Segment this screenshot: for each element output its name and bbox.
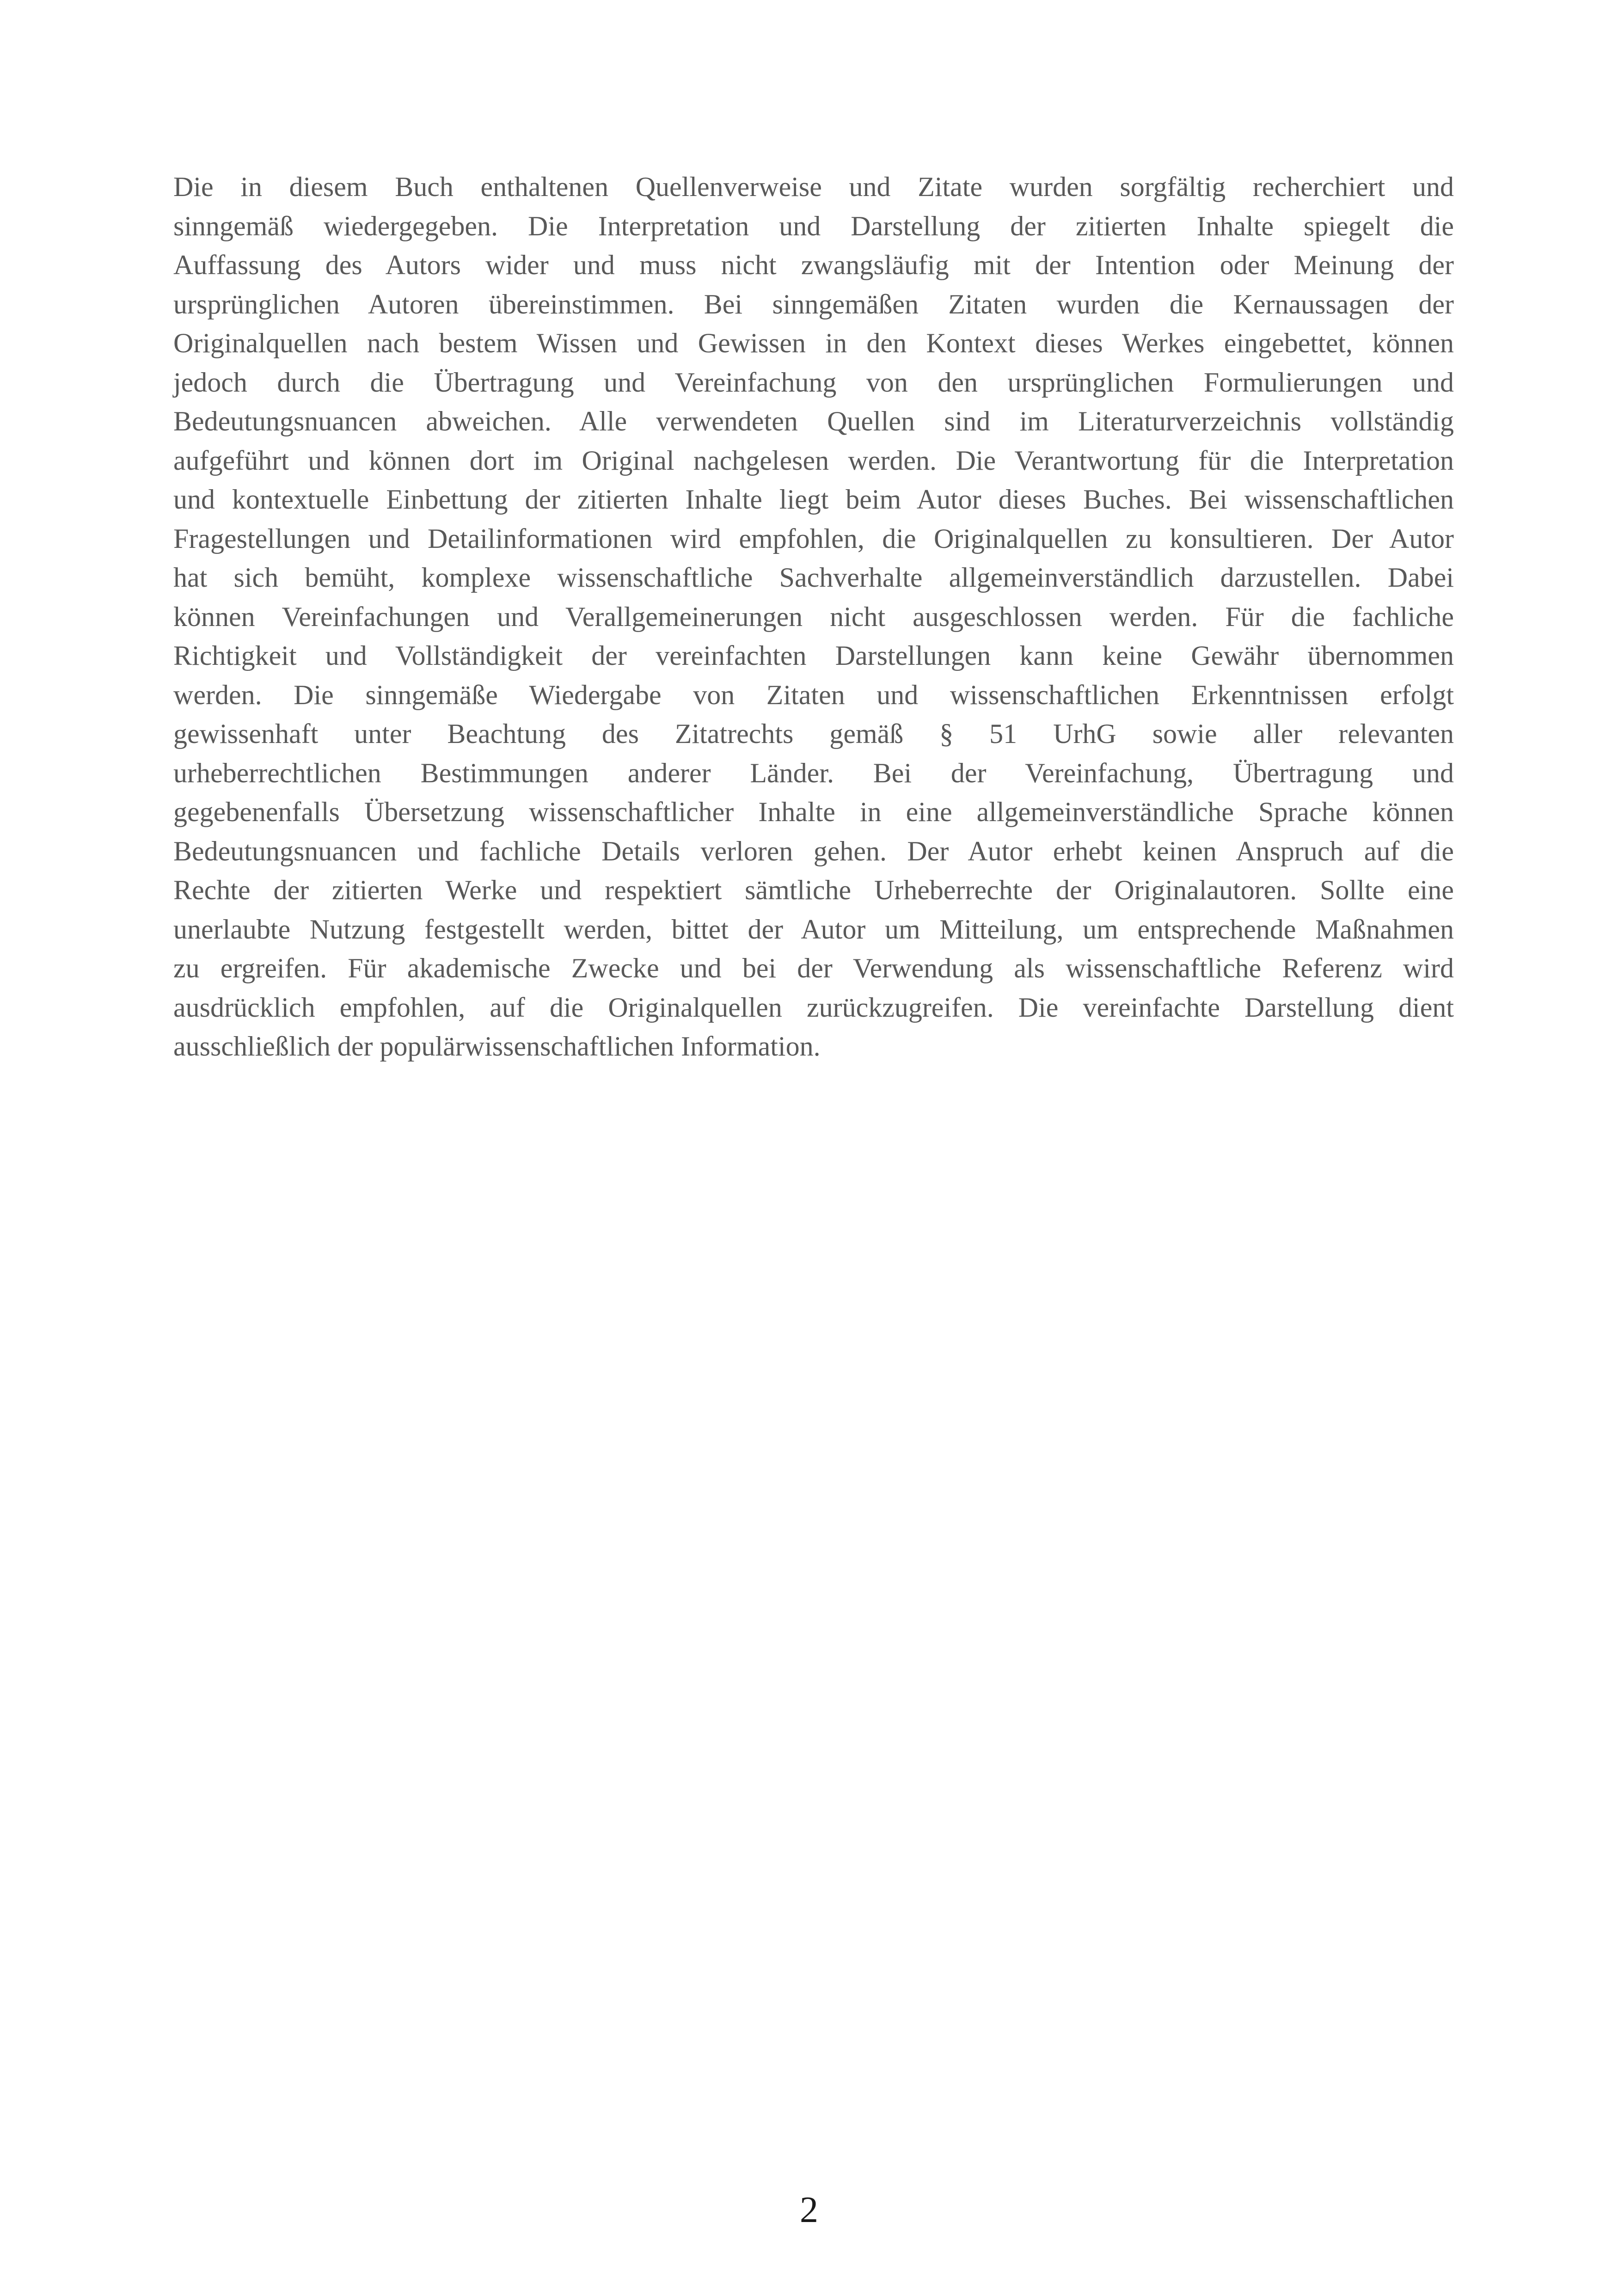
paragraph-line: zu ergreifen. Für akademische Zwecke und bei der Verwendung als wissenschaftliche Referenz wird xyxy=(173,953,1454,983)
paragraph-line: gewissenhaft unter Beachtung des Zitatrechts gemäß § 51 UrhG sowie aller relevanten xyxy=(173,718,1454,749)
paragraph-line: urheberrechtlichen Bestimmungen anderer Länder. Bei der Vereinfachung, Übertragung und xyxy=(173,757,1454,788)
paragraph-line: Bedeutungsnuancen und fachliche Details verloren gehen. Der Autor erhebt keinen Anspruch auf die xyxy=(173,835,1454,866)
page-number: 2 xyxy=(800,2190,818,2230)
disclaimer-paragraph xyxy=(173,167,1454,1066)
paragraph-line: Richtigkeit und Vollständigkeit der vereinfachten Darstellungen kann keine Gewähr übernommen xyxy=(173,640,1454,671)
paragraph-line: aufgeführt und können dort im Original nachgelesen werden. Die Verantwortung für die Interpretation xyxy=(173,445,1454,476)
paragraph-line: werden. Die sinngemäße Wiedergabe von Zitaten und wissenschaftlichen Erkenntnissen erfolgt xyxy=(173,679,1454,710)
paragraph-line: gegebenenfalls Übersetzung wissenschaftlicher Inhalte in eine allgemeinverständliche Sprache können xyxy=(173,797,1454,827)
paragraph-line: Originalquellen nach bestem Wissen und Gewissen in den Kontext dieses Werkes eingebettet, können xyxy=(173,328,1454,358)
paragraph-line: Auffassung des Autors wider und muss nicht zwangsläufig mit der Intention oder Meinung der xyxy=(173,250,1454,280)
paragraph-line: ursprünglichen Autoren übereinstimmen. Bei sinngemäßen Zitaten wurden die Kernaussagen der xyxy=(173,289,1454,319)
paragraph-line: und kontextuelle Einbettung der zitierten Inhalte liegt beim Autor dieses Buches. Bei wissenschaftlichen xyxy=(173,484,1454,515)
paragraph-line: Rechte der zitierten Werke und respektiert sämtliche Urheberrechte der Originalautoren. Sollte eine xyxy=(173,875,1454,905)
paragraph-line: können Vereinfachungen und Verallgemeinerungen nicht ausgeschlossen werden. Für die fachliche xyxy=(173,601,1454,632)
paragraph-line: Die in diesem Buch enthaltenen Quellenverweise und Zitate wurden sorgfältig recherchiert und xyxy=(173,172,1454,202)
paragraph-line: hat sich bemüht, komplexe wissenschaftliche Sachverhalte allgemeinverständlich darzustellen. Dabei xyxy=(173,562,1454,593)
paragraph-line: unerlaubte Nutzung festgestellt werden, bittet der Autor um Mitteilung, um entsprechende Maßnahmen xyxy=(173,914,1454,945)
paragraph-line: jedoch durch die Übertragung und Vereinfachung von den ursprünglichen Formulierungen und xyxy=(173,367,1454,398)
paragraph-line: sinngemäß wiedergegeben. Die Interpretation und Darstellung der zitierten Inhalte spiegelt die xyxy=(173,210,1454,241)
paragraph-line: ausdrücklich empfohlen, auf die Originalquellen zurückzugreifen. Die vereinfachte Darstellung dient xyxy=(173,992,1454,1023)
paragraph-line: Fragestellungen und Detailinformationen wird empfohlen, die Originalquellen zu konsultieren. Der Autor xyxy=(173,523,1454,554)
paragraph-line: Bedeutungsnuancen abweichen. Alle verwendeten Quellen sind im Literaturverzeichnis vollständig xyxy=(173,406,1454,436)
paragraph-line-last: ausschließlich der populärwissenschaftlichen Information. xyxy=(173,1031,821,1062)
